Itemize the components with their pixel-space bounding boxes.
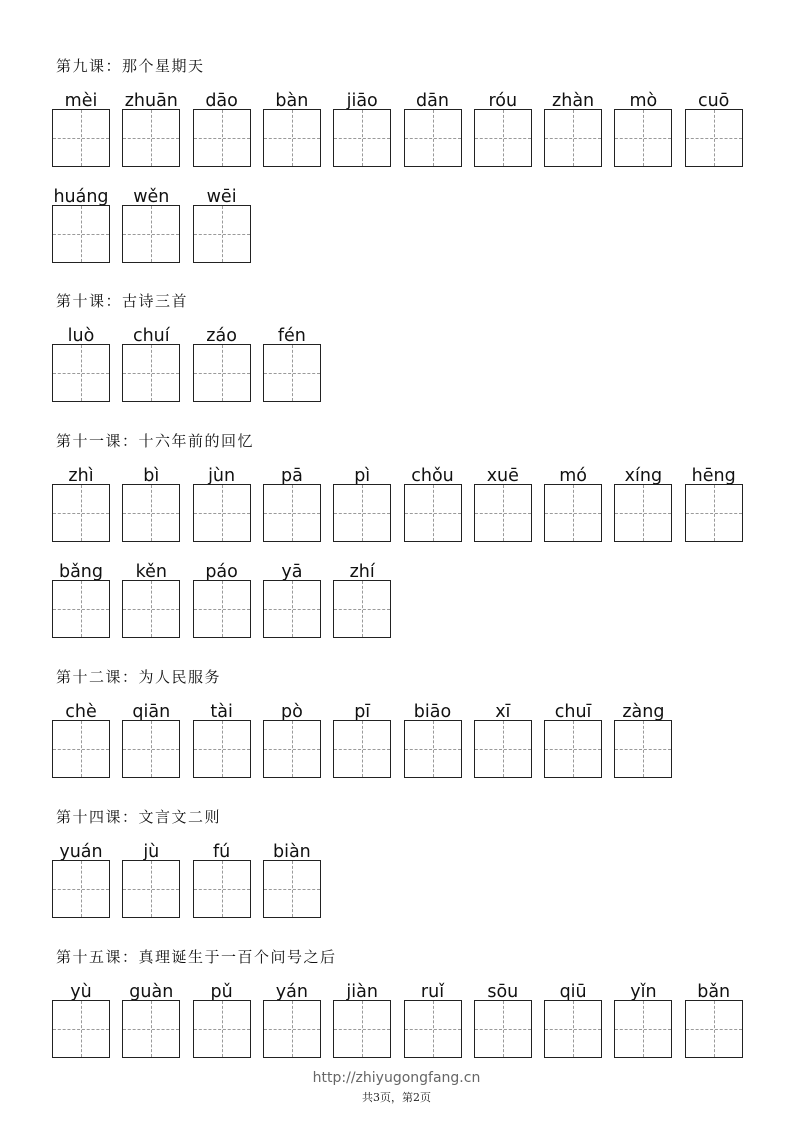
character-cell: [263, 982, 321, 1058]
tianzige-writing-box[interactable]: [193, 720, 251, 778]
tianzige-writing-box[interactable]: [122, 484, 180, 542]
tianzige-writing-box[interactable]: [544, 484, 602, 542]
character-cell: [614, 466, 672, 542]
pinyin-label: páo: [205, 562, 238, 582]
tianzige-writing-box[interactable]: [263, 1000, 321, 1058]
pinyin-label: jiāo: [346, 91, 378, 111]
pinyin-label: mèi: [64, 91, 98, 111]
tianzige-writing-box[interactable]: [333, 109, 391, 167]
pinyin-label: yā: [281, 562, 303, 582]
character-cell: [474, 91, 532, 167]
character-cell: [263, 562, 321, 638]
character-cell: [193, 187, 251, 263]
pinyin-label: yuán: [59, 842, 103, 862]
lesson-title: 第十四课：文言文二则: [56, 808, 222, 826]
tianzige-writing-box[interactable]: [614, 109, 672, 167]
pinyin-label: bǎng: [58, 562, 104, 582]
tianzige-writing-box[interactable]: [122, 205, 180, 263]
tianzige-writing-box[interactable]: [263, 860, 321, 918]
tianzige-writing-box[interactable]: [474, 484, 532, 542]
character-cell: [122, 842, 180, 918]
character-cell: [544, 702, 602, 778]
character-cell: [263, 702, 321, 778]
footer-url: http://zhiyugongfang.cn: [312, 1070, 481, 1086]
tianzige-writing-box[interactable]: [263, 720, 321, 778]
pinyin-label: pā: [280, 466, 303, 486]
pinyin-label: guàn: [129, 982, 174, 1002]
character-cell: [193, 91, 251, 167]
tianzige-writing-box[interactable]: [333, 720, 391, 778]
character-cell: [614, 982, 672, 1058]
tianzige-writing-box[interactable]: [122, 344, 180, 402]
lesson-title: 第十一课：十六年前的回忆: [56, 432, 255, 450]
pinyin-label: bì: [143, 466, 160, 486]
tianzige-writing-box[interactable]: [122, 720, 180, 778]
tianzige-writing-box[interactable]: [333, 1000, 391, 1058]
character-cell: [193, 982, 251, 1058]
character-cell: [52, 326, 110, 402]
pinyin-label: xī: [495, 702, 511, 722]
pinyin-label: pò: [280, 702, 303, 722]
character-cell: [122, 466, 180, 542]
character-cell: [614, 702, 672, 778]
tianzige-writing-box[interactable]: [685, 1000, 743, 1058]
pinyin-label: jùn: [208, 466, 236, 486]
tianzige-writing-box[interactable]: [333, 484, 391, 542]
tianzige-writing-box[interactable]: [193, 580, 251, 638]
tianzige-writing-box[interactable]: [404, 484, 462, 542]
pinyin-row: [0, 702, 793, 778]
character-cell: [263, 326, 321, 402]
pinyin-label: pī: [354, 702, 371, 722]
tianzige-writing-box[interactable]: [263, 109, 321, 167]
pinyin-label: yǐn: [630, 982, 657, 1002]
character-cell: [122, 187, 180, 263]
tianzige-writing-box[interactable]: [52, 109, 110, 167]
tianzige-writing-box[interactable]: [614, 1000, 672, 1058]
character-cell: [263, 466, 321, 542]
character-cell: [122, 562, 180, 638]
tianzige-writing-box[interactable]: [614, 720, 672, 778]
character-cell: [404, 702, 462, 778]
character-cell: [333, 466, 391, 542]
pinyin-row: [0, 187, 793, 263]
pinyin-label: zhì: [68, 466, 94, 486]
tianzige-writing-box[interactable]: [193, 484, 251, 542]
tianzige-writing-box[interactable]: [52, 344, 110, 402]
tianzige-writing-box[interactable]: [193, 344, 251, 402]
pinyin-label: wěn: [133, 187, 170, 207]
tianzige-writing-box[interactable]: [544, 1000, 602, 1058]
pinyin-label: jiàn: [346, 982, 378, 1002]
character-cell: [474, 982, 532, 1058]
character-cell: [685, 91, 743, 167]
footer-page-number: 共3页，第2页: [362, 1091, 431, 1104]
pinyin-label: záo: [206, 326, 237, 346]
tianzige-writing-box[interactable]: [404, 1000, 462, 1058]
character-cell: [193, 842, 251, 918]
character-cell: [544, 466, 602, 542]
pinyin-label: biāo: [413, 702, 452, 722]
character-cell: [333, 91, 391, 167]
pinyin-label: róu: [488, 91, 518, 111]
lesson-title: 第十二课：为人民服务: [56, 668, 222, 686]
tianzige-writing-box[interactable]: [474, 1000, 532, 1058]
lesson-title: 第十五课：真理诞生于一百个问号之后: [56, 948, 337, 966]
tianzige-writing-box[interactable]: [544, 720, 602, 778]
tianzige-writing-box[interactable]: [52, 860, 110, 918]
pinyin-label: jù: [143, 842, 160, 862]
tianzige-writing-box[interactable]: [52, 1000, 110, 1058]
pinyin-label: ruǐ: [420, 982, 445, 1002]
character-cell: [193, 702, 251, 778]
pinyin-label: huáng: [53, 187, 109, 207]
character-cell: [193, 326, 251, 402]
character-cell: [333, 562, 391, 638]
tianzige-writing-box[interactable]: [404, 720, 462, 778]
tianzige-writing-box[interactable]: [52, 205, 110, 263]
character-cell: [52, 466, 110, 542]
pinyin-label: xíng: [624, 466, 663, 486]
character-cell: [52, 842, 110, 918]
tianzige-writing-box[interactable]: [122, 109, 180, 167]
tianzige-writing-box[interactable]: [193, 860, 251, 918]
character-cell: [333, 702, 391, 778]
tianzige-writing-box[interactable]: [333, 580, 391, 638]
tianzige-writing-box[interactable]: [122, 580, 180, 638]
tianzige-writing-box[interactable]: [263, 344, 321, 402]
pinyin-label: dān: [416, 91, 449, 111]
character-cell: [193, 466, 251, 542]
pinyin-label: chuí: [132, 326, 170, 346]
pinyin-row: [0, 842, 793, 918]
pinyin-label: yán: [275, 982, 308, 1002]
character-cell: [404, 466, 462, 542]
character-cell: [544, 982, 602, 1058]
character-cell: [404, 91, 462, 167]
pinyin-label: cuō: [697, 91, 730, 111]
tianzige-writing-box[interactable]: [193, 1000, 251, 1058]
pinyin-label: qiān: [132, 702, 171, 722]
character-cell: [544, 91, 602, 167]
pinyin-label: tài: [210, 702, 233, 722]
character-cell: [193, 562, 251, 638]
pinyin-label: kěn: [135, 562, 167, 582]
pinyin-label: chuī: [554, 702, 592, 722]
tianzige-writing-box[interactable]: [52, 580, 110, 638]
character-cell: [122, 326, 180, 402]
character-cell: [263, 91, 321, 167]
character-cell: [52, 702, 110, 778]
tianzige-writing-box[interactable]: [474, 109, 532, 167]
character-cell: [474, 466, 532, 542]
pinyin-label: dāo: [205, 91, 238, 111]
pinyin-label: hēng: [691, 466, 736, 486]
pinyin-label: zàng: [622, 702, 665, 722]
tianzige-writing-box[interactable]: [685, 109, 743, 167]
character-cell: [333, 982, 391, 1058]
tianzige-writing-box[interactable]: [614, 484, 672, 542]
character-cell: [122, 91, 180, 167]
character-cell: [474, 702, 532, 778]
tianzige-writing-box[interactable]: [122, 1000, 180, 1058]
character-cell: [52, 562, 110, 638]
pinyin-label: bǎn: [697, 982, 731, 1002]
pinyin-label: zhuān: [124, 91, 178, 111]
character-cell: [122, 702, 180, 778]
pinyin-label: qiū: [559, 982, 587, 1002]
character-cell: [52, 91, 110, 167]
pinyin-label: zhí: [349, 562, 375, 582]
pinyin-label: fú: [212, 842, 231, 862]
pinyin-label: pǔ: [210, 982, 233, 1002]
tianzige-writing-box[interactable]: [193, 205, 251, 263]
character-cell: [122, 982, 180, 1058]
pinyin-label: chǒu: [411, 466, 454, 486]
tianzige-writing-box[interactable]: [52, 720, 110, 778]
pinyin-label: zhàn: [552, 91, 595, 111]
tianzige-writing-box[interactable]: [474, 720, 532, 778]
pinyin-row: [0, 91, 793, 167]
character-cell: [685, 466, 743, 542]
tianzige-writing-box[interactable]: [52, 484, 110, 542]
character-cell: [52, 982, 110, 1058]
lesson-title: 第十课：古诗三首: [56, 292, 189, 310]
pinyin-label: mò: [629, 91, 658, 111]
pinyin-row: [0, 562, 793, 638]
character-cell: [404, 982, 462, 1058]
tianzige-writing-box[interactable]: [122, 860, 180, 918]
pinyin-label: sōu: [487, 982, 519, 1002]
lesson-title: 第九课：那个星期天: [56, 57, 205, 75]
tianzige-writing-box[interactable]: [544, 109, 602, 167]
tianzige-writing-box[interactable]: [263, 580, 321, 638]
tianzige-writing-box[interactable]: [404, 109, 462, 167]
pinyin-label: chè: [65, 702, 97, 722]
pinyin-row: [0, 982, 793, 1058]
pinyin-row: [0, 466, 793, 542]
character-cell: [52, 187, 110, 263]
character-cell: [614, 91, 672, 167]
pinyin-label: yù: [70, 982, 92, 1002]
pinyin-label: xuē: [486, 466, 519, 486]
tianzige-writing-box[interactable]: [193, 109, 251, 167]
character-cell: [263, 842, 321, 918]
pinyin-label: pì: [354, 466, 371, 486]
pinyin-label: bàn: [275, 91, 309, 111]
pinyin-label: wēi: [206, 187, 237, 207]
character-cell: [685, 982, 743, 1058]
pinyin-label: luò: [67, 326, 95, 346]
tianzige-writing-box[interactable]: [685, 484, 743, 542]
tianzige-writing-box[interactable]: [263, 484, 321, 542]
pinyin-row: [0, 326, 793, 402]
pinyin-label: fén: [277, 326, 306, 346]
pinyin-label: mó: [559, 466, 587, 486]
pinyin-label: biàn: [272, 842, 311, 862]
